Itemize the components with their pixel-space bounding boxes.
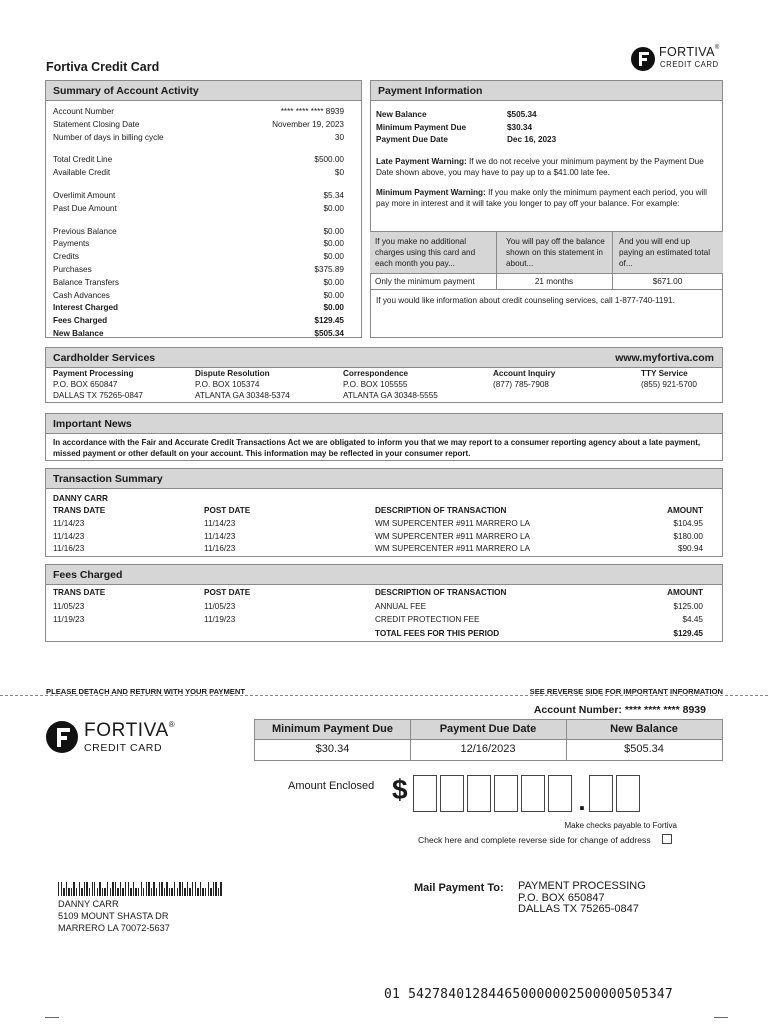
table-cell: 11/14/23 bbox=[53, 518, 85, 528]
summary-row bbox=[53, 302, 344, 315]
coupon-account-number bbox=[534, 704, 706, 716]
summary-row bbox=[53, 238, 344, 251]
summary-row bbox=[53, 106, 344, 119]
address-change-checkbox[interactable] bbox=[662, 834, 672, 844]
barcode-bar bbox=[182, 882, 183, 896]
payment-info-value: $505.34 bbox=[507, 110, 537, 119]
dollar-sign: $ bbox=[392, 774, 408, 805]
table-row bbox=[46, 601, 722, 615]
barcode-bar bbox=[189, 888, 190, 896]
table-header-cell: POST DATE bbox=[204, 588, 251, 597]
min-payment-table bbox=[370, 231, 723, 291]
customer-address-line: 5109 MOUNT SHASTA DR bbox=[58, 911, 169, 921]
barcode-bar bbox=[210, 888, 211, 896]
cardholder-line1: P.O. BOX 105555 bbox=[343, 380, 408, 389]
amount-digit-box[interactable] bbox=[467, 775, 491, 812]
table-cell: 11/05/23 bbox=[53, 601, 85, 611]
barcode-bar bbox=[86, 882, 87, 896]
coupon-account-value: **** **** **** 8939 bbox=[624, 704, 706, 716]
table-header-cell: DESCRIPTION OF TRANSACTION bbox=[375, 588, 507, 597]
barcode-bar bbox=[184, 888, 185, 896]
table-cell: 11/16/23 bbox=[53, 544, 85, 554]
barcode-bar bbox=[66, 882, 67, 896]
coupon-logo-registered-mark: ® bbox=[168, 720, 176, 729]
counseling-text: If you would like information about credit counseling services, call 1-877-740-1191. bbox=[376, 296, 675, 305]
fees-total-value: $129.45 bbox=[673, 628, 703, 638]
barcode-bar bbox=[94, 882, 95, 896]
fees-total-row bbox=[46, 628, 722, 641]
mail-address-line: DALLAS TX 75265-0847 bbox=[518, 903, 639, 916]
min-table-header-2: You will pay off the balance shown on this statement in about... bbox=[506, 237, 605, 268]
barcode-bar bbox=[102, 888, 103, 896]
barcode-bar bbox=[200, 882, 201, 896]
table-cell: 11/14/23 bbox=[204, 518, 236, 528]
table-cell: 11/16/23 bbox=[204, 544, 236, 554]
summary-label: Balance Transfers bbox=[53, 277, 119, 287]
summary-row bbox=[53, 203, 344, 216]
table-cell: WM SUPERCENTER #911 MARRERO LA bbox=[375, 531, 530, 541]
table-row bbox=[46, 543, 722, 556]
amount-digit-box[interactable] bbox=[548, 775, 572, 812]
coupon-logo-sub: CREDIT CARD bbox=[84, 742, 163, 754]
table-header-cell: TRANS DATE bbox=[53, 506, 106, 515]
coupon-logo-brand: FORTIVA bbox=[84, 720, 169, 741]
barcode-bar bbox=[148, 882, 149, 896]
summary-label: Interest Charged bbox=[53, 303, 119, 313]
cardholder-line1: (877) 785-7908 bbox=[493, 380, 549, 389]
barcode-bar bbox=[133, 882, 134, 896]
summary-row bbox=[53, 132, 344, 145]
coupon-account-label: Account Number: bbox=[533, 704, 622, 716]
summary-row bbox=[53, 190, 344, 203]
barcode-bar bbox=[179, 882, 180, 896]
table-cell: WM SUPERCENTER #911 MARRERO LA bbox=[375, 518, 530, 528]
coupon-new-balance-value: $505.34 bbox=[624, 743, 664, 755]
payment-info-label: New Balance bbox=[376, 110, 427, 119]
barcode-bar bbox=[104, 888, 105, 896]
table-header-cell: AMOUNT bbox=[667, 506, 703, 515]
summary-row bbox=[53, 315, 344, 328]
cardholder-line2: ATLANTA GA 30348-5374 bbox=[195, 391, 290, 400]
barcode-bar bbox=[151, 888, 152, 896]
summary-row bbox=[53, 277, 344, 290]
coupon-payment-table bbox=[254, 719, 723, 761]
logo-brand: FORTIVA bbox=[659, 45, 715, 59]
barcode-bar bbox=[174, 882, 175, 896]
coupon-header-min-payment: Minimum Payment Due bbox=[271, 723, 394, 735]
table-cell: 11/14/23 bbox=[204, 531, 236, 541]
barcode-bar bbox=[63, 888, 64, 896]
barcode-bar bbox=[187, 882, 188, 896]
table-cell: ANNUAL FEE bbox=[375, 601, 427, 611]
table-header-row bbox=[46, 587, 722, 601]
amount-digit-box[interactable] bbox=[494, 775, 518, 812]
table-header-cell: DESCRIPTION OF TRANSACTION bbox=[375, 506, 507, 515]
barcode-bar bbox=[220, 882, 221, 896]
cardholder-column bbox=[343, 368, 438, 401]
corner-mark bbox=[714, 1017, 728, 1018]
amount-cents-box[interactable] bbox=[589, 775, 613, 812]
min-table-header-1: If you make no additional charges using this card and each month you pay... bbox=[375, 237, 476, 268]
summary-label: Past Due Amount bbox=[53, 203, 117, 213]
barcode-bar bbox=[84, 882, 85, 896]
barcode-bar bbox=[112, 882, 113, 896]
cardholder-services-panel bbox=[45, 347, 723, 403]
cardholder-column bbox=[493, 368, 555, 390]
mail-address-line: PAYMENT PROCESSING bbox=[518, 880, 646, 892]
table-cell: 11/05/23 bbox=[204, 601, 236, 611]
summary-label: Overlimit Amount bbox=[53, 190, 116, 200]
table-header-cell: TRANS DATE bbox=[53, 588, 106, 597]
cardholder-column bbox=[641, 368, 697, 390]
barcode-bar bbox=[76, 888, 77, 896]
barcode-bar bbox=[58, 882, 59, 896]
cardholder-title: Cardholder Services bbox=[53, 352, 156, 364]
summary-row bbox=[53, 290, 344, 303]
summary-value: **** **** **** 8939 bbox=[280, 107, 344, 116]
table-cell: 11/19/23 bbox=[204, 615, 236, 625]
summary-row bbox=[53, 154, 344, 167]
summary-label: Statement Closing Date bbox=[53, 119, 140, 129]
summary-label: Purchases bbox=[53, 264, 92, 274]
payment-info-row bbox=[376, 134, 556, 147]
summary-label: Available Credit bbox=[53, 168, 111, 178]
summary-label: Account Number bbox=[53, 107, 114, 116]
transaction-title: Transaction Summary bbox=[46, 469, 722, 489]
barcode-bar bbox=[141, 882, 142, 896]
payment-info-label: Payment Due Date bbox=[376, 135, 448, 144]
coupon-header-new-balance: New Balance bbox=[610, 723, 678, 735]
summary-label: New Balance bbox=[53, 328, 104, 338]
cardholder-line1: P.O. BOX 105374 bbox=[195, 380, 260, 389]
table-row bbox=[46, 518, 722, 531]
fees-title: Fees Charged bbox=[46, 565, 722, 585]
amount-digit-box[interactable] bbox=[521, 775, 545, 812]
barcode-bar bbox=[169, 888, 170, 896]
customer-address-line: MARRERO LA 70072-5637 bbox=[58, 923, 170, 933]
transaction-summary-panel bbox=[45, 468, 723, 557]
address-change-text: Check here and complete reverse side for change of address bbox=[418, 835, 651, 845]
summary-value: $5.34 bbox=[323, 190, 344, 200]
barcode-bar bbox=[171, 888, 172, 896]
payment-info-value: Dec 16, 2023 bbox=[507, 135, 557, 144]
summary-label: Fees Charged bbox=[53, 316, 108, 326]
website-link[interactable]: www.myfortiva.com bbox=[615, 352, 714, 364]
barcode-bar bbox=[215, 882, 216, 896]
min-table-cell-2: 21 months bbox=[534, 277, 574, 286]
payment-info-label: Minimum Payment Due bbox=[376, 122, 467, 132]
mail-address-line: P.O. BOX 650847 bbox=[518, 891, 605, 904]
summary-label: Total Credit Line bbox=[53, 155, 113, 165]
corner-mark bbox=[45, 1017, 59, 1018]
summary-value: $0 bbox=[334, 168, 344, 178]
cardholder-heading: Account Inquiry bbox=[493, 369, 556, 378]
payment-info-row bbox=[376, 109, 556, 122]
payment-info-title: Payment Information bbox=[371, 81, 722, 101]
summary-label: Cash Advances bbox=[53, 290, 110, 300]
amount-digit-box[interactable] bbox=[440, 775, 464, 812]
cardholder-heading: Dispute Resolution bbox=[195, 369, 270, 378]
fortiva-logo bbox=[631, 45, 726, 73]
barcode-bar bbox=[110, 888, 111, 896]
summary-label: Credits bbox=[53, 252, 79, 262]
summary-row bbox=[53, 264, 344, 277]
barcode-bar bbox=[68, 888, 69, 896]
summary-value: $500.00 bbox=[314, 155, 344, 165]
table-cell: CREDIT PROTECTION FEE bbox=[375, 615, 480, 625]
logo-registered-mark: ® bbox=[714, 45, 720, 51]
late-warning-text: If we do not receive your minimum payment by the Payment Due Date shown above, you may have to pay up to a $41.00 late fee. bbox=[376, 157, 704, 177]
coupon-fortiva-logo bbox=[46, 718, 186, 758]
customer-address bbox=[58, 898, 170, 934]
detach-instruction: PLEASE DETACH AND RETURN WITH YOUR PAYMENT bbox=[46, 687, 245, 696]
summary-value: $505.34 bbox=[314, 328, 344, 338]
logo-sub: CREDIT CARD bbox=[660, 60, 719, 69]
summary-value: $0.00 bbox=[323, 303, 344, 313]
barcode-bar bbox=[89, 888, 90, 896]
payment-info-panel bbox=[370, 80, 723, 338]
barcode-bar bbox=[143, 888, 144, 896]
min-table-cell-1: Only the minimum payment bbox=[375, 277, 475, 286]
barcode-bar bbox=[153, 882, 154, 896]
barcode-bar bbox=[213, 882, 214, 896]
news-title: Important News bbox=[46, 414, 722, 434]
mail-payment-label: Mail Payment To: bbox=[414, 882, 504, 894]
late-warning-label: Late Payment Warning: bbox=[376, 157, 467, 166]
minimum-payment-warning bbox=[376, 187, 716, 209]
table-header-cell: POST DATE bbox=[204, 506, 251, 515]
cardholder-line1: P.O. BOX 650847 bbox=[53, 380, 118, 389]
barcode-bar bbox=[218, 888, 219, 896]
amount-digit-box[interactable] bbox=[413, 775, 437, 812]
barcode-bar bbox=[61, 882, 62, 896]
table-cell: $90.94 bbox=[677, 544, 703, 554]
barcode-bar bbox=[117, 888, 118, 896]
summary-label: Payments bbox=[53, 239, 90, 249]
cardholder-line2: ATLANTA GA 30348-5555 bbox=[343, 391, 438, 400]
fees-charged-panel bbox=[45, 564, 723, 642]
table-cell: $180.00 bbox=[673, 531, 703, 541]
cardholder-column bbox=[53, 368, 143, 401]
summary-value: $129.45 bbox=[314, 316, 344, 326]
min-warning-label: Minimum Payment Warning: bbox=[376, 188, 486, 197]
table-header-row bbox=[46, 505, 722, 518]
barcode-bar bbox=[79, 882, 80, 896]
min-table-header-3: And you will end up paying an estimated total of... bbox=[619, 237, 711, 268]
table-cell: 11/19/23 bbox=[53, 615, 85, 625]
summary-value: $0.00 bbox=[323, 290, 344, 300]
table-cell: $125.00 bbox=[673, 601, 703, 611]
ocr-scan-line: 01 542784012844650000002500000505347 bbox=[384, 987, 673, 1002]
table-cell: WM SUPERCENTER #911 MARRERO LA bbox=[375, 544, 530, 554]
news-text: In accordance with the Fair and Accurate Credit Transactions Act we are obligated to inform you that we may report to a consumer reporting agency about a late payment, missed payment or other default on your account. This information may be reflected in your consumer report. bbox=[53, 438, 701, 458]
summary-label: Previous Balance bbox=[53, 226, 117, 236]
barcode-bar bbox=[122, 888, 123, 896]
summary-value: $0.00 bbox=[323, 239, 344, 249]
barcode-bar bbox=[156, 888, 157, 896]
coupon-header-due-date: Payment Due Date bbox=[439, 723, 537, 735]
table-cell: $4.45 bbox=[682, 615, 703, 625]
barcode-bar bbox=[205, 888, 206, 896]
summary-label: Number of days in billing cycle bbox=[53, 132, 164, 142]
cardholder-column bbox=[195, 368, 290, 401]
summary-value: $0.00 bbox=[323, 252, 344, 262]
coupon-min-payment-value: $30.34 bbox=[315, 743, 350, 755]
summary-value: $375.89 bbox=[314, 264, 344, 274]
checks-payable-text: Make checks payable to Fortiva bbox=[564, 821, 677, 830]
summary-row bbox=[53, 167, 344, 180]
cardholder-heading: Payment Processing bbox=[53, 369, 134, 378]
barcode-bar bbox=[195, 882, 196, 896]
table-row bbox=[46, 531, 722, 544]
barcode-bar bbox=[197, 888, 198, 896]
barcode-bar bbox=[130, 888, 131, 896]
summary-value: 30 bbox=[334, 132, 344, 142]
barcode-bar bbox=[81, 888, 82, 896]
summary-value: $0.00 bbox=[323, 203, 344, 213]
barcode-bar bbox=[71, 888, 72, 896]
barcode-bar bbox=[73, 882, 74, 896]
payment-info-row bbox=[376, 122, 556, 135]
decimal-point: . bbox=[578, 786, 586, 816]
summary-panel bbox=[45, 80, 362, 338]
amount-enclosed-input[interactable] bbox=[413, 775, 643, 815]
summary-title: Summary of Account Activity bbox=[46, 81, 361, 101]
table-row bbox=[46, 614, 722, 628]
summary-value: $0.00 bbox=[323, 226, 344, 236]
table-cell: $104.95 bbox=[673, 518, 703, 528]
fortiva-f-icon bbox=[631, 47, 655, 71]
min-table-cell-3: $671.00 bbox=[652, 277, 683, 286]
barcode-bar bbox=[120, 882, 121, 896]
cardholder-heading: TTY Service bbox=[641, 369, 688, 378]
min-warning-text: If you make only the minimum payment each period, you will pay more in interest and it will take you longer to pay off your balance. For example: bbox=[376, 188, 707, 208]
table-cell: 11/14/23 bbox=[53, 531, 85, 541]
barcode-bar bbox=[99, 882, 100, 896]
barcode-bar bbox=[166, 882, 167, 896]
barcode-bar bbox=[92, 882, 93, 896]
fees-total-label: TOTAL FEES FOR THIS PERIOD bbox=[375, 628, 500, 638]
barcode-bar bbox=[192, 882, 193, 896]
summary-row bbox=[53, 328, 344, 341]
postal-barcode bbox=[58, 878, 223, 894]
barcode-bar bbox=[115, 882, 116, 896]
barcode-bar bbox=[177, 888, 178, 896]
barcode-bar bbox=[159, 882, 160, 896]
barcode-bar bbox=[138, 888, 139, 896]
important-news-panel bbox=[45, 413, 723, 461]
barcode-bar bbox=[146, 882, 147, 896]
cardholder-line1: (855) 921-5700 bbox=[641, 380, 697, 389]
barcode-bar bbox=[128, 882, 129, 896]
reverse-side-note: SEE REVERSE SIDE FOR IMPORTANT INFORMATION bbox=[529, 687, 723, 696]
barcode-bar bbox=[107, 882, 108, 896]
payment-info-value: $30.34 bbox=[507, 122, 533, 132]
coupon-due-date-value: 12/16/2023 bbox=[460, 743, 516, 755]
summary-value: $0.00 bbox=[323, 277, 344, 287]
table-header-cell: AMOUNT bbox=[667, 588, 703, 597]
barcode-bar bbox=[164, 888, 165, 896]
barcode-bar bbox=[202, 888, 203, 896]
mail-payment-address bbox=[518, 881, 646, 916]
summary-row bbox=[53, 119, 344, 132]
cardholder-line2: DALLAS TX 75265-0847 bbox=[53, 391, 143, 400]
cardholder-heading: Correspondence bbox=[343, 369, 409, 378]
summary-value: November 19, 2023 bbox=[272, 119, 344, 129]
barcode-bar bbox=[135, 888, 136, 896]
late-payment-warning bbox=[376, 156, 716, 178]
summary-row bbox=[53, 251, 344, 264]
customer-address-line: DANNY CARR bbox=[58, 899, 119, 909]
cardholder-name: DANNY CARR bbox=[53, 494, 108, 503]
coupon-fortiva-f-icon bbox=[46, 721, 78, 753]
amount-cents-box[interactable] bbox=[616, 775, 640, 812]
barcode-bar bbox=[208, 882, 209, 896]
summary-row bbox=[53, 226, 344, 239]
barcode-bar bbox=[161, 882, 162, 896]
page-title: Fortiva Credit Card bbox=[46, 60, 160, 74]
barcode-bar bbox=[125, 882, 126, 896]
barcode-bar bbox=[97, 888, 98, 896]
amount-enclosed-label: Amount Enclosed bbox=[288, 780, 375, 792]
